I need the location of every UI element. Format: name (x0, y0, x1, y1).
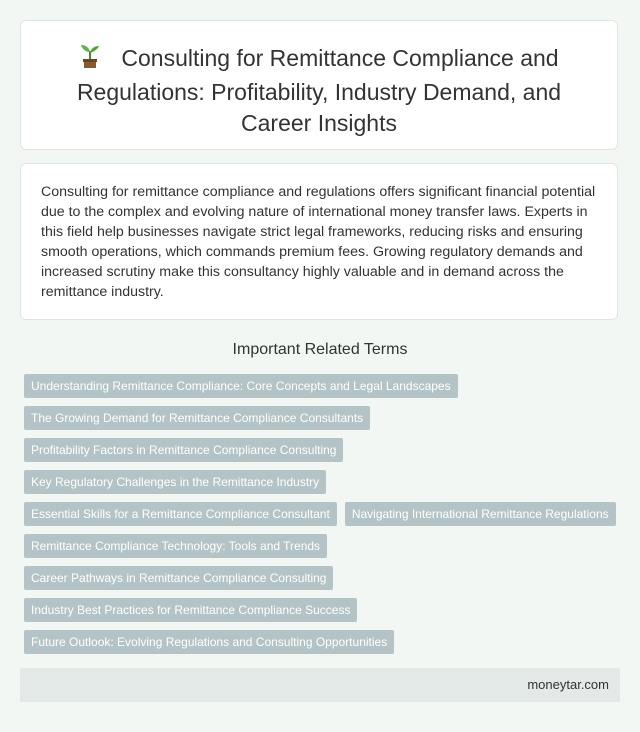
page-title (21, 21, 617, 139)
sprout-icon (79, 43, 101, 77)
summary-card (20, 163, 618, 320)
page-title-text: Consulting for Remittance Compliance and Regulations: Profitability, Industry Demand, and Career Insights (76, 45, 562, 136)
related-term-tag[interactable]: Profitability Factors in Remittance Compliance Consulting (24, 438, 343, 462)
related-term-tag[interactable]: Essential Skills for a Remittance Compliance Consultant (24, 502, 337, 526)
related-term-tag[interactable]: The Growing Demand for Remittance Compliance Consultants (24, 406, 370, 430)
related-terms-heading: Important Related Terms (232, 341, 408, 358)
related-term-tag[interactable]: Career Pathways in Remittance Compliance Consulting (24, 566, 333, 590)
related-term-tag[interactable]: Industry Best Practices for Remittance Compliance Success (24, 598, 357, 622)
related-term-tag[interactable]: Remittance Compliance Technology: Tools and Trends (24, 534, 327, 558)
related-term-tag[interactable]: Key Regulatory Challenges in the Remittance Industry (24, 470, 326, 494)
summary-text: Consulting for remittance compliance and regulations offers significant financial potential due to the complex and evolving nature of international money transfer laws. Experts in this field help businesses navigate strict legal frameworks, reducing risks and ensuring smooth operations, which commands premium fees. Growing regulatory demands and increased scrutiny make this consultancy highly valuable and in demand across the remittance industry. (41, 184, 596, 300)
footer-site-link[interactable]: moneytar.com (527, 677, 609, 692)
related-term-tag[interactable]: Navigating International Remittance Regulations (345, 502, 616, 526)
title-card (20, 20, 618, 150)
related-term-tag[interactable]: Future Outlook: Evolving Regulations and Consulting Opportunities (24, 630, 394, 654)
related-term-tag[interactable]: Understanding Remittance Compliance: Core Concepts and Legal Landscapes (24, 374, 458, 398)
related-terms-list (24, 374, 624, 654)
footer (20, 668, 620, 702)
